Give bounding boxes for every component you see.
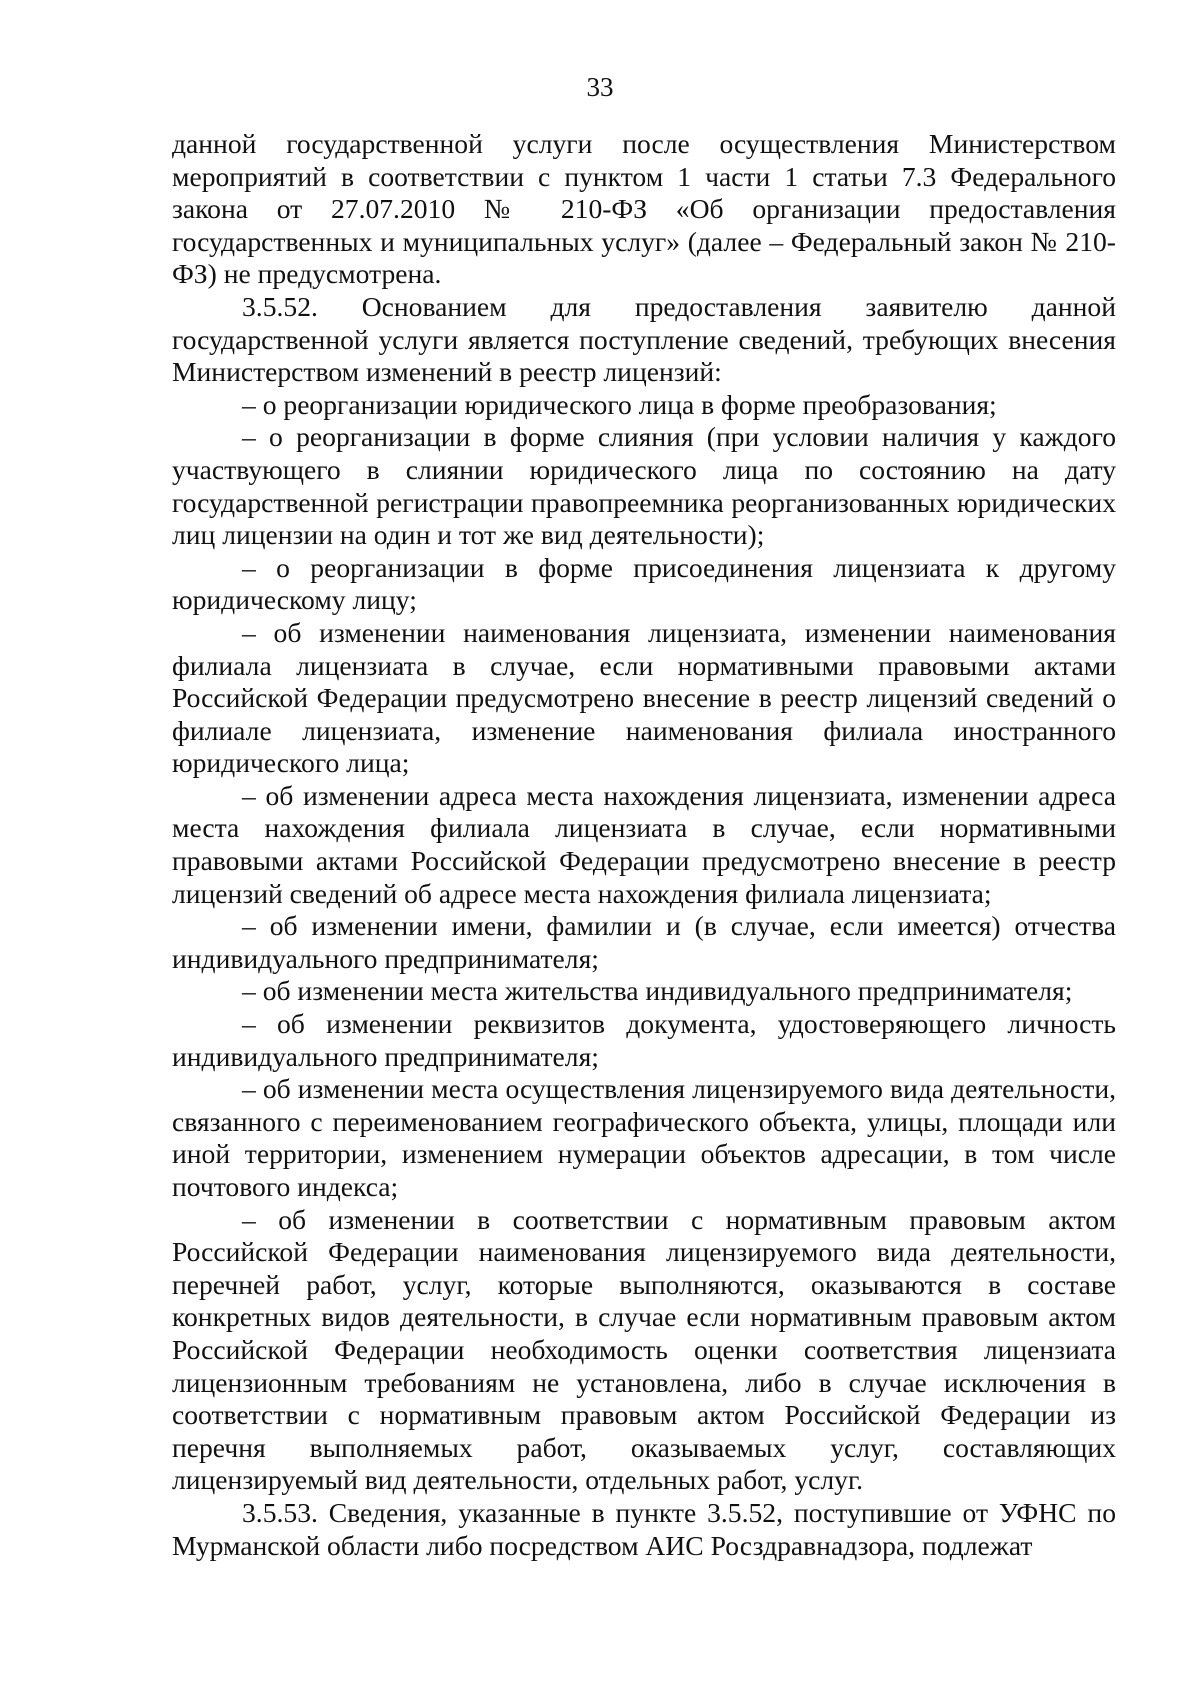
page-number: 33 <box>586 72 614 102</box>
paragraph-2: 3.5.52. Основанием для предоставления заявителю данной государственной услуги является поступление сведений, требующих внесения Министерством изменений в реестр лицензий: <box>172 290 1116 388</box>
list-item: – об изменении места жительства индивидуального предпринимателя; <box>242 975 1073 1007</box>
document-body <box>172 128 1116 1562</box>
list-item: – об изменении адреса места нахождения лицензиата, изменении адреса места нахождения филиала лицензиата в случае, если нормативными правовыми актами Российской Федерации предусмотрено внесение в реестр лицензий сведений об адресе места нахождения филиала лицензиата; <box>172 779 1116 909</box>
list-item: – об изменении места осуществления лицензируемого вида деятельности, связанного с переименованием географического объекта, улицы, площади или иной территории, изменением нумерации объектов адресации, в том числе почтового индекса; <box>172 1073 1116 1202</box>
paragraph-last: 3.5.53. Сведения, указанные в пункте 3.5.52, поступившие от УФНС по Мурманской области либо посредством АИС Росздравнадзора, подлежат <box>172 1496 1116 1561</box>
list-item: – о реорганизации в форме присоединения лицензиата к другому юридическому лицу; <box>172 551 1116 616</box>
list-item: – о реорганизации юридического лица в форме преобразования; <box>242 388 997 420</box>
list-item: – об изменении имени, фамилии и (в случае, если имеется) отчества индивидуального предпринимателя; <box>172 910 1116 974</box>
list-item: – об изменении наименования лицензиата, изменении наименования филиала лицензиата в случае, если нормативными правовыми актами Российской Федерации предусмотрено внесение в реестр лицензий сведений о филиале лицензиата, изменение наименования филиала иностранного юридического лица; <box>172 616 1116 779</box>
list-item: – об изменении в соответствии с нормативным правовым актом Российской Федерации наименования лицензируемого вида деятельности, перечней работ, услуг, которые выполняются, оказываются в составе конкретных видов деятельности, в случае если нормативным правовым актом Российской Федерации необходимость оценки соответствия лицензиата лицензионным требованиям не установлена, либо в случае исключения в соответствии с нормативным правовым актом Российской Федерации из перечня выполняемых работ, оказываемых услуг, составляющих лицензируемый вид деятельности, отдельных работ, услуг. <box>172 1203 1116 1496</box>
list-item: – об изменении реквизитов документа, удостоверяющего личность индивидуального предпринимателя; <box>172 1008 1116 1072</box>
list-item: – о реорганизации в форме слияния (при условии наличия у каждого участвующего в слиянии юридического лица по состоянию на дату государственной регистрации правопреемника реорганизованных юридических лиц лицензии на один и тот же вид деятельности); <box>172 421 1116 551</box>
paragraph-1: данной государственной услуги после осуществления Министерством мероприятий в соответствии с пунктом 1 части 1 статьи 7.3 Федерального закона от 27.07.2010 № 210-ФЗ «Об организации предоставления государственных и муниципальных услуг» (далее – Федеральный закон № 210-ФЗ) не предусмотрена. <box>172 128 1116 290</box>
